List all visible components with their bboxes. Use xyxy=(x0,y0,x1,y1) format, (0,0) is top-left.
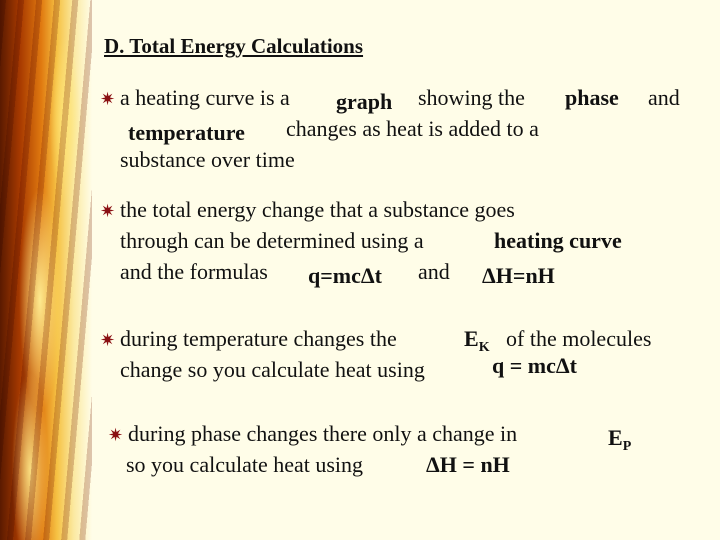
keyword-phase: phase xyxy=(565,85,619,110)
keyword-ep: $E_P$ xyxy=(608,425,632,454)
text: and xyxy=(418,259,450,284)
text: through can be determined using a xyxy=(120,228,424,253)
keyword-graph: graph xyxy=(336,89,393,114)
text: changes as heat is added to a xyxy=(286,116,539,141)
keyword-heating-curve: heating curve xyxy=(494,228,622,253)
asterisk-bullet-icon: ✷ xyxy=(100,89,116,109)
text: during temperature changes the xyxy=(120,326,397,351)
text: and the formulas xyxy=(120,259,268,284)
text: substance over time xyxy=(120,147,295,172)
text: during phase changes there only a change in xyxy=(128,421,518,446)
text: and xyxy=(648,85,680,110)
formula-dh-nh: ΔH=nH xyxy=(482,263,555,288)
flame-border-image xyxy=(0,0,92,540)
section-heading: D. Total Energy Calculations xyxy=(104,34,364,58)
formula-q-mcdt: q = mcΔt xyxy=(492,353,577,378)
text: the total energy change that a substance goes xyxy=(120,197,515,222)
asterisk-bullet-icon: ✷ xyxy=(100,330,116,350)
text: showing the xyxy=(418,85,525,110)
formula-q-mcdt: q=mcΔt xyxy=(308,263,382,288)
asterisk-bullet-icon: ✷ xyxy=(100,201,116,221)
text: change so you calculate heat using xyxy=(120,357,425,382)
text: so you calculate heat using xyxy=(126,452,364,477)
text: a heating curve is a xyxy=(120,85,290,110)
formula-dh-nh: ΔH = nH xyxy=(426,452,510,477)
keyword-temperature: temperature xyxy=(128,120,245,145)
keyword-ek: $E_K$ xyxy=(464,326,490,355)
asterisk-bullet-icon: ✷ xyxy=(108,425,124,445)
text: of the molecules xyxy=(506,326,652,351)
